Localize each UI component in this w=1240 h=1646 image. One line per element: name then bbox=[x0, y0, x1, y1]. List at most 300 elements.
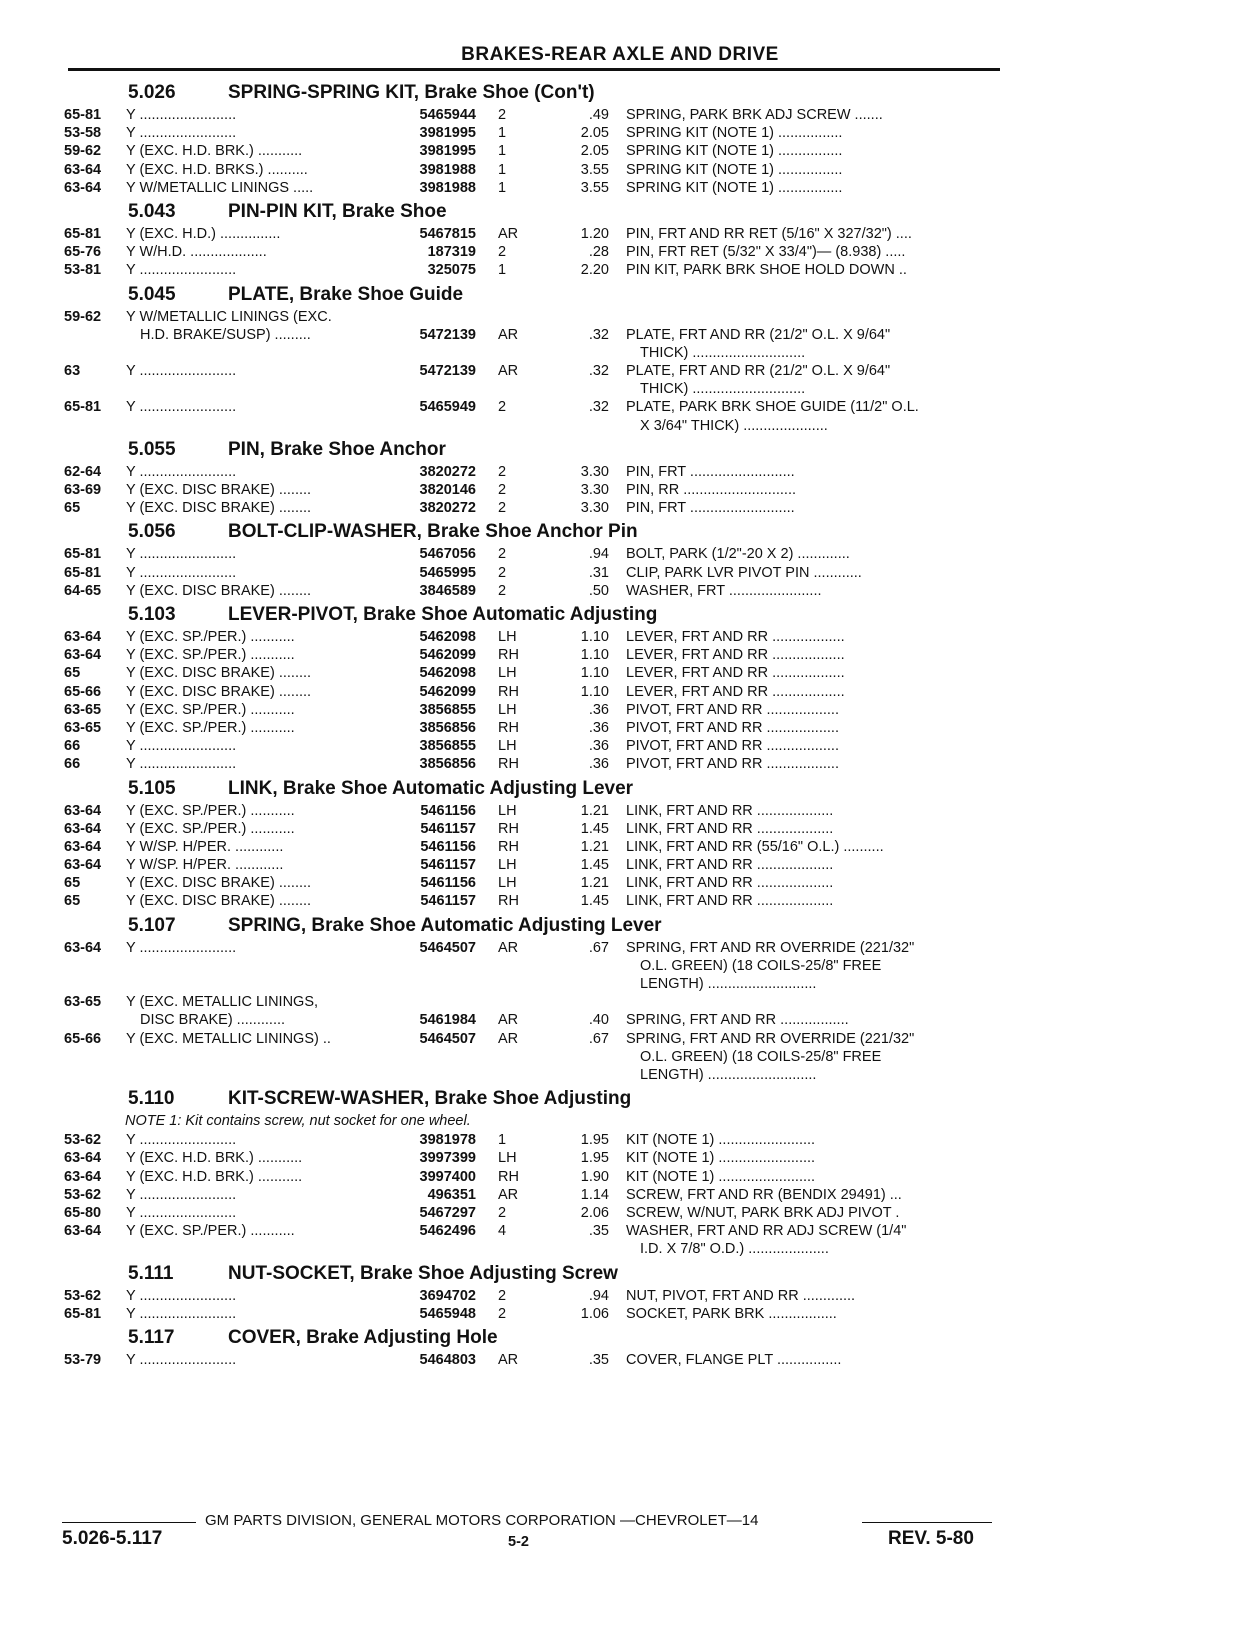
application-line: Y W/SP. H/PER. ............ bbox=[126, 857, 284, 874]
model-years: 65-81 bbox=[64, 1305, 102, 1322]
price: 1.14 bbox=[580, 1186, 609, 1203]
description-line: BOLT, PARK (1/2"-20 X 2) ............. bbox=[626, 546, 850, 563]
price: .28 bbox=[588, 244, 609, 261]
part-number: 5461157 bbox=[420, 857, 476, 874]
model-years: 53-62 bbox=[64, 1186, 102, 1203]
description-line: SPRING, PARK BRK ADJ SCREW ....... bbox=[626, 107, 883, 123]
description-line: O.L. GREEN) (18 COILS-25/8" FREE bbox=[640, 1048, 882, 1065]
model-years: 63-64 bbox=[64, 1223, 102, 1240]
parts-row bbox=[64, 398, 1004, 434]
parts-row bbox=[64, 481, 1004, 499]
part-number: 3997399 bbox=[419, 1150, 476, 1167]
part-number: 5461157 bbox=[420, 820, 476, 837]
parts-row bbox=[64, 179, 1004, 197]
section-title: NUT-SOCKET, Brake Shoe Adjusting Screw bbox=[228, 1262, 618, 1284]
section-heading bbox=[64, 1323, 1004, 1351]
application-line: Y (EXC. SP./PER.) ........... bbox=[126, 701, 295, 718]
parts-row bbox=[64, 1204, 1004, 1222]
description-line: SPRING KIT (NOTE 1) ................ bbox=[626, 143, 843, 160]
parts-row bbox=[64, 939, 1004, 994]
section-number: 5.111 bbox=[128, 1262, 174, 1284]
part-description bbox=[626, 838, 1004, 856]
section-heading bbox=[64, 197, 1004, 225]
application-line: Y W/H.D. ................... bbox=[126, 244, 267, 261]
description-line: LENGTH) ........................... bbox=[640, 976, 817, 993]
price: .36 bbox=[588, 738, 609, 755]
description-line: LENGTH) ........................... bbox=[640, 1067, 817, 1084]
model-years: 63-64 bbox=[64, 161, 102, 178]
price: .35 bbox=[588, 1223, 609, 1240]
parts-row bbox=[64, 1287, 1004, 1305]
model-years: 65-66 bbox=[64, 1030, 102, 1047]
parts-row bbox=[64, 564, 1004, 582]
model-years: 65-81 bbox=[64, 225, 102, 242]
price: 1.21 bbox=[580, 802, 609, 819]
part-description bbox=[626, 820, 1004, 838]
application-line: Y W/SP. H/PER. ............ bbox=[126, 838, 284, 855]
description-line: SPRING, FRT AND RR OVERRIDE (221/32" bbox=[626, 939, 915, 956]
quantity: 2 bbox=[498, 582, 507, 599]
price: 3.30 bbox=[580, 500, 609, 517]
part-number: 3981995 bbox=[419, 125, 476, 142]
header-rule bbox=[68, 68, 1000, 71]
price: .36 bbox=[588, 719, 609, 736]
price: .35 bbox=[588, 1351, 609, 1368]
description-line: PLATE, FRT AND RR (21/2" O.L. X 9/64" bbox=[626, 326, 891, 343]
parts-row bbox=[64, 124, 1004, 142]
part-number: 5467815 bbox=[419, 225, 476, 242]
description-line: LINK, FRT AND RR ................... bbox=[626, 820, 834, 837]
price: 1.10 bbox=[580, 629, 609, 645]
quantity: AR bbox=[498, 1030, 519, 1047]
model-years: 65 bbox=[64, 893, 81, 910]
application-line: Y (EXC. DISC BRAKE) ........ bbox=[126, 893, 312, 910]
price: 3.55 bbox=[580, 179, 609, 196]
part-description bbox=[626, 142, 1004, 160]
parts-listing bbox=[64, 78, 1004, 1369]
part-description bbox=[626, 161, 1004, 179]
description-line: KIT (NOTE 1) ........................ bbox=[626, 1150, 816, 1167]
part-description bbox=[626, 545, 1004, 563]
section-number: 5.117 bbox=[128, 1326, 175, 1348]
part-description bbox=[626, 582, 1004, 600]
application-line: Y ........................ bbox=[126, 1186, 237, 1203]
parts-row bbox=[64, 225, 1004, 243]
description-line: SPRING, FRT AND RR OVERRIDE (221/32" bbox=[626, 1030, 915, 1047]
description-line: WASHER, FRT AND RR ADJ SCREW (1/4" bbox=[626, 1223, 907, 1240]
price: 1.10 bbox=[580, 683, 609, 700]
quantity: 2 bbox=[498, 244, 507, 261]
description-line: PIVOT, FRT AND RR .................. bbox=[626, 756, 839, 773]
application-line: DISC BRAKE) ............ bbox=[140, 1012, 286, 1029]
description-line: THICK) ............................ bbox=[640, 344, 806, 361]
application-line: Y ........................ bbox=[126, 738, 237, 755]
parts-row bbox=[64, 1351, 1004, 1369]
price: 1.06 bbox=[580, 1305, 609, 1322]
part-description bbox=[626, 1222, 1004, 1258]
parts-row bbox=[64, 802, 1004, 820]
description-line: LINK, FRT AND RR ................... bbox=[626, 857, 834, 874]
description-line: PIN, FRT .......................... bbox=[626, 500, 795, 517]
part-number: 5462098 bbox=[419, 629, 476, 645]
application-line: Y (EXC. DISC BRAKE) ........ bbox=[126, 582, 312, 599]
description-line: X 3/64" THICK) ..................... bbox=[640, 417, 828, 434]
parts-row bbox=[64, 545, 1004, 563]
quantity: 2 bbox=[498, 546, 507, 563]
part-description bbox=[626, 628, 1004, 646]
quantity: LH bbox=[498, 875, 517, 892]
price: .49 bbox=[588, 107, 609, 123]
price: .36 bbox=[588, 701, 609, 718]
section-number: 5.026 bbox=[128, 82, 176, 103]
section-title: SPRING-SPRING KIT, Brake Shoe (Con't) bbox=[228, 82, 595, 103]
description-line: COVER, FLANGE PLT ................ bbox=[626, 1351, 842, 1368]
section-title: COVER, Brake Adjusting Hole bbox=[228, 1326, 498, 1348]
part-number: 3981995 bbox=[419, 143, 476, 160]
part-number: 3997400 bbox=[419, 1168, 476, 1185]
part-number: 3820146 bbox=[419, 482, 476, 499]
quantity: AR bbox=[498, 1351, 519, 1368]
part-number: 5462098 bbox=[419, 665, 476, 682]
model-years: 63-64 bbox=[64, 857, 102, 874]
part-description bbox=[626, 701, 1004, 719]
part-number: 5465944 bbox=[419, 107, 476, 123]
part-description bbox=[626, 564, 1004, 582]
parts-row bbox=[64, 1222, 1004, 1258]
model-years: 63-65 bbox=[64, 719, 102, 736]
quantity: LH bbox=[498, 802, 517, 819]
price: 3.30 bbox=[580, 482, 609, 499]
part-number: 5472139 bbox=[419, 326, 476, 343]
price: .40 bbox=[588, 1012, 609, 1029]
section-title: PLATE, Brake Shoe Guide bbox=[228, 283, 464, 305]
part-number: 5465949 bbox=[419, 399, 476, 416]
quantity: RH bbox=[498, 1168, 519, 1185]
description-line: KIT (NOTE 1) ........................ bbox=[626, 1168, 816, 1185]
price: 2.06 bbox=[580, 1204, 609, 1221]
application-line: Y ........................ bbox=[126, 363, 237, 380]
description-line: PIVOT, FRT AND RR .................. bbox=[626, 719, 839, 736]
description-line: PIVOT, FRT AND RR .................. bbox=[626, 738, 839, 755]
part-number: 496351 bbox=[427, 1186, 476, 1203]
quantity: RH bbox=[498, 647, 519, 664]
quantity: LH bbox=[498, 665, 517, 682]
application-line: Y (EXC. SP./PER.) ........... bbox=[126, 802, 295, 819]
model-years: 65 bbox=[64, 665, 81, 682]
part-number: 5467056 bbox=[419, 546, 476, 563]
part-number: 5461156 bbox=[420, 875, 476, 892]
part-description bbox=[626, 664, 1004, 682]
part-number: 3820272 bbox=[419, 463, 476, 480]
quantity: AR bbox=[498, 225, 519, 242]
application-line: Y (EXC. SP./PER.) ........... bbox=[126, 719, 295, 736]
application-line: Y (EXC. METALLIC LININGS) .. bbox=[126, 1030, 331, 1047]
part-number: 3820272 bbox=[419, 500, 476, 517]
parts-row bbox=[64, 1168, 1004, 1186]
quantity: RH bbox=[498, 820, 519, 837]
application-line: Y (EXC. DISC BRAKE) ........ bbox=[126, 875, 312, 892]
part-description bbox=[626, 106, 1004, 124]
description-line: PIVOT, FRT AND RR .................. bbox=[626, 701, 839, 718]
part-description bbox=[626, 1305, 1004, 1323]
part-description bbox=[626, 308, 1004, 363]
price: 1.95 bbox=[580, 1132, 609, 1149]
price: .32 bbox=[588, 363, 609, 380]
parts-row bbox=[64, 463, 1004, 481]
application-line: Y ........................ bbox=[126, 463, 237, 480]
application-line: Y (EXC. SP./PER.) ........... bbox=[126, 647, 295, 664]
quantity: AR bbox=[498, 326, 519, 343]
application-line: Y (EXC. SP./PER.) ........... bbox=[126, 1223, 295, 1240]
parts-row bbox=[64, 646, 1004, 664]
section-number: 5.043 bbox=[128, 200, 176, 222]
application-line: Y W/METALLIC LININGS ..... bbox=[126, 179, 314, 196]
price: 3.55 bbox=[580, 161, 609, 178]
part-description bbox=[626, 993, 1004, 1029]
description-line: PIN, FRT .......................... bbox=[626, 463, 795, 480]
section-title: BOLT-CLIP-WASHER, Brake Shoe Anchor Pin bbox=[228, 521, 638, 543]
description-line: LEVER, FRT AND RR .................. bbox=[626, 665, 845, 682]
part-description bbox=[626, 1149, 1004, 1167]
price: .67 bbox=[588, 939, 609, 956]
application-line: Y ........................ bbox=[126, 399, 237, 416]
description-line: PIN, FRT RET (5/32" X 33/4")— (8.938) ..... bbox=[626, 244, 906, 261]
application-line: Y ........................ bbox=[126, 546, 237, 563]
parts-row bbox=[64, 499, 1004, 517]
parts-row bbox=[64, 142, 1004, 160]
part-description bbox=[626, 243, 1004, 261]
section-title: PIN-PIN KIT, Brake Shoe bbox=[228, 200, 447, 222]
description-line: KIT (NOTE 1) ........................ bbox=[626, 1132, 816, 1149]
part-description bbox=[626, 1131, 1004, 1149]
price: 1.10 bbox=[580, 665, 609, 682]
application-line: Y (EXC. SP./PER.) ........... bbox=[126, 820, 295, 837]
quantity: LH bbox=[498, 629, 517, 645]
model-years: 64-65 bbox=[64, 582, 102, 599]
section-number: 5.045 bbox=[128, 283, 176, 305]
description-line: SOCKET, PARK BRK ................. bbox=[626, 1305, 837, 1322]
section-heading bbox=[64, 1259, 1004, 1287]
application-line: Y (EXC. DISC BRAKE) ........ bbox=[126, 482, 312, 499]
price: 1.21 bbox=[580, 838, 609, 855]
part-description bbox=[626, 892, 1004, 910]
application-line: Y (EXC. DISC BRAKE) ........ bbox=[126, 500, 312, 517]
application-line: Y ........................ bbox=[126, 1287, 237, 1304]
footer-rule-right bbox=[862, 1522, 992, 1523]
model-years: 63-64 bbox=[64, 802, 102, 819]
application-line: Y (EXC. SP./PER.) ........... bbox=[126, 629, 295, 645]
quantity: AR bbox=[498, 363, 519, 380]
model-years: 59-62 bbox=[64, 308, 102, 325]
quantity: 1 bbox=[498, 143, 507, 160]
quantity: 2 bbox=[498, 1287, 507, 1304]
quantity: AR bbox=[498, 1186, 519, 1203]
part-number: 5461157 bbox=[420, 893, 476, 910]
model-years: 65 bbox=[64, 500, 81, 517]
parts-row bbox=[64, 161, 1004, 179]
price: .67 bbox=[588, 1030, 609, 1047]
parts-row bbox=[64, 1186, 1004, 1204]
part-number: 5465995 bbox=[419, 564, 476, 581]
quantity: 2 bbox=[498, 1204, 507, 1221]
part-number: 5464507 bbox=[419, 1030, 476, 1047]
part-description bbox=[626, 481, 1004, 499]
model-years: 53-81 bbox=[64, 262, 102, 279]
description-line: SPRING KIT (NOTE 1) ................ bbox=[626, 125, 843, 142]
application-line: Y W/METALLIC LININGS (EXC. bbox=[126, 308, 332, 325]
part-description bbox=[626, 683, 1004, 701]
application-line: Y (EXC. H.D. BRK.) ........... bbox=[126, 1150, 303, 1167]
model-years: 62-64 bbox=[64, 463, 102, 480]
application-line: Y (EXC. H.D.) ............... bbox=[126, 225, 281, 242]
parts-row bbox=[64, 892, 1004, 910]
quantity: LH bbox=[498, 857, 517, 874]
model-years: 53-79 bbox=[64, 1351, 102, 1368]
model-years: 63-65 bbox=[64, 994, 102, 1011]
part-number: 5464803 bbox=[419, 1351, 476, 1368]
price: 1.20 bbox=[580, 225, 609, 242]
model-years: 65-66 bbox=[64, 683, 102, 700]
part-description bbox=[626, 755, 1004, 773]
parts-row bbox=[64, 719, 1004, 737]
part-description bbox=[626, 1204, 1004, 1222]
part-description bbox=[626, 939, 1004, 994]
quantity: 2 bbox=[498, 1305, 507, 1322]
description-line: SCREW, W/NUT, PARK BRK ADJ PIVOT . bbox=[626, 1204, 900, 1221]
part-description bbox=[626, 398, 1004, 434]
page-title: BRAKES-REAR AXLE AND DRIVE bbox=[461, 44, 779, 65]
model-years: 59-62 bbox=[64, 143, 102, 160]
description-line: SCREW, FRT AND RR (BENDIX 29491) ... bbox=[626, 1186, 902, 1203]
description-line: LINK, FRT AND RR ................... bbox=[626, 893, 834, 910]
quantity: AR bbox=[498, 1012, 519, 1029]
quantity: RH bbox=[498, 683, 519, 700]
description-line: NUT, PIVOT, FRT AND RR ............. bbox=[626, 1287, 856, 1304]
parts-row bbox=[64, 582, 1004, 600]
parts-row bbox=[64, 820, 1004, 838]
parts-row bbox=[64, 874, 1004, 892]
application-line: Y (EXC. DISC BRAKE) ........ bbox=[126, 683, 312, 700]
model-years: 65 bbox=[64, 875, 81, 892]
application-line: Y ........................ bbox=[126, 1204, 237, 1221]
price: 1.45 bbox=[580, 857, 609, 874]
part-number: 5461156 bbox=[420, 838, 476, 855]
model-years: 63-64 bbox=[64, 647, 102, 664]
application-line: Y ........................ bbox=[126, 1351, 237, 1368]
quantity: 1 bbox=[498, 1132, 507, 1149]
description-line bbox=[626, 308, 1004, 326]
parts-row bbox=[64, 1149, 1004, 1167]
quantity: 2 bbox=[498, 482, 507, 499]
parts-row bbox=[64, 362, 1004, 398]
description-line: LEVER, FRT AND RR .................. bbox=[626, 683, 845, 700]
part-description bbox=[626, 463, 1004, 481]
description-line: LEVER, FRT AND RR .................. bbox=[626, 629, 845, 645]
part-description bbox=[626, 856, 1004, 874]
section-number: 5.107 bbox=[128, 914, 176, 936]
part-number: 3856855 bbox=[419, 738, 476, 755]
part-description bbox=[626, 737, 1004, 755]
part-description bbox=[626, 499, 1004, 517]
part-description bbox=[626, 225, 1004, 243]
application-line: Y (EXC. DISC BRAKE) ........ bbox=[126, 665, 312, 682]
part-description bbox=[626, 802, 1004, 820]
description-line: LINK, FRT AND RR ................... bbox=[626, 802, 834, 819]
model-years: 63-69 bbox=[64, 482, 102, 499]
part-number: 3981978 bbox=[419, 1132, 476, 1149]
quantity: RH bbox=[498, 719, 519, 736]
part-description bbox=[626, 1351, 1004, 1369]
section-heading bbox=[64, 1084, 1004, 1112]
part-number: 5472139 bbox=[419, 363, 476, 380]
section-heading bbox=[64, 774, 1004, 802]
quantity: 2 bbox=[498, 463, 507, 480]
description-line: CLIP, PARK LVR PIVOT PIN ............ bbox=[626, 564, 862, 581]
description-line: PIN KIT, PARK BRK SHOE HOLD DOWN .. bbox=[626, 262, 907, 279]
section-number: 5.103 bbox=[128, 604, 176, 625]
quantity: LH bbox=[498, 1150, 517, 1167]
part-description bbox=[626, 874, 1004, 892]
part-number: 3981988 bbox=[419, 179, 476, 196]
model-years: 53-62 bbox=[64, 1287, 102, 1304]
parts-row bbox=[64, 838, 1004, 856]
description-line: PIN, FRT AND RR RET (5/16" X 327/32") .... bbox=[626, 225, 912, 242]
section-number: 5.110 bbox=[128, 1088, 175, 1110]
footer-rule-left bbox=[62, 1522, 196, 1523]
application-line: H.D. BRAKE/SUSP) ......... bbox=[140, 326, 311, 343]
description-line: THICK) ............................ bbox=[640, 381, 806, 398]
description-line: WASHER, FRT ....................... bbox=[626, 582, 822, 599]
model-years: 63-64 bbox=[64, 939, 102, 956]
part-description bbox=[626, 719, 1004, 737]
application-line: Y (EXC. H.D. BRK.) ........... bbox=[126, 1168, 303, 1185]
description-line bbox=[626, 993, 1004, 1011]
quantity: 1 bbox=[498, 125, 507, 142]
part-description bbox=[626, 179, 1004, 197]
price: .94 bbox=[588, 546, 609, 563]
model-years: 65-81 bbox=[64, 107, 102, 123]
application-line: Y ........................ bbox=[126, 125, 237, 142]
quantity: LH bbox=[498, 738, 517, 755]
part-number: 5467297 bbox=[419, 1204, 476, 1221]
quantity: AR bbox=[498, 939, 519, 956]
quantity: 2 bbox=[498, 500, 507, 517]
model-years: 63-64 bbox=[64, 838, 102, 855]
section-heading bbox=[64, 435, 1004, 463]
quantity: 2 bbox=[498, 399, 507, 416]
model-years: 65-81 bbox=[64, 399, 102, 416]
quantity: LH bbox=[498, 701, 517, 718]
model-years: 63-64 bbox=[64, 1150, 102, 1167]
part-number: 3981988 bbox=[419, 161, 476, 178]
price: 1.45 bbox=[580, 820, 609, 837]
part-description bbox=[626, 646, 1004, 664]
part-number: 5462099 bbox=[419, 647, 476, 664]
application-line: Y (EXC. H.D. BRKS.) .......... bbox=[126, 161, 308, 178]
description-line: LINK, FRT AND RR ................... bbox=[626, 875, 834, 892]
part-number: 3856856 bbox=[419, 756, 476, 773]
price: 2.05 bbox=[580, 143, 609, 160]
description-line: SPRING KIT (NOTE 1) ................ bbox=[626, 161, 843, 178]
application-line: Y (EXC. H.D. BRK.) ........... bbox=[126, 143, 303, 160]
price: .31 bbox=[588, 564, 609, 581]
section-number: 5.105 bbox=[128, 777, 176, 799]
part-number: 3856856 bbox=[419, 719, 476, 736]
section-title: LINK, Brake Shoe Automatic Adjusting Lever bbox=[228, 777, 634, 799]
model-years: 63-64 bbox=[64, 1168, 102, 1185]
description-line: I.D. X 7/8" O.D.) .................... bbox=[640, 1241, 829, 1258]
application-line: Y (EXC. METALLIC LININGS, bbox=[126, 994, 319, 1011]
